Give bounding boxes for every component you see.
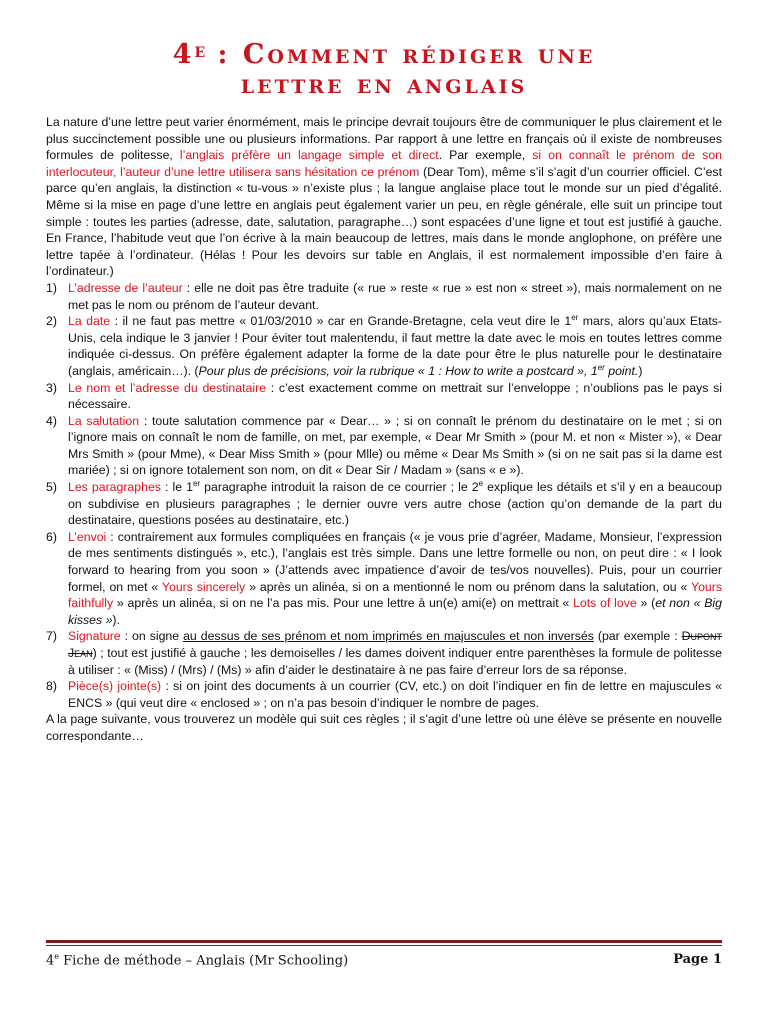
item-text: ) — [638, 363, 643, 378]
item-text: paragraphe introduit la raison de ce courrier ; le 2 — [200, 480, 479, 495]
item-text: mars, alors qu’aux Etats-Unis, cela indique le 3 janvier ! Pour éviter tout malentendu, il faut mettre la date avec le mois en toutes lettres comme indiquée ci-dessus. On préfère également adapter la forme de la date pour être le plus naturelle pour le destinataire (anglais, américain…). ( — [68, 314, 722, 378]
title-line-2: lettre en anglais — [240, 69, 528, 100]
item-italic: Pour plus de précisions, voir la rubrique « 1 : How to write a postcard », 1 — [198, 363, 598, 378]
item-number: 4) — [46, 413, 57, 428]
item-underlined: au dessus de ses prénom et nom imprimés en majuscules et non inversés — [183, 629, 594, 644]
footer-rule — [46, 940, 722, 943]
item-label: La salutation — [68, 413, 140, 428]
item-text: ). — [112, 612, 120, 627]
intro-highlight-1: l’anglais préfère un langage simple et direct — [179, 148, 439, 163]
item-number: 1) — [46, 280, 57, 295]
footer-number: 4 — [46, 953, 55, 969]
item-number: 5) — [46, 480, 57, 495]
list-item — [46, 479, 722, 529]
rules-list — [46, 280, 722, 711]
item-number: 8) — [46, 679, 57, 694]
item-text: : elle ne doit pas être traduite (« rue » reste « rue » est non « street »), mais normalement on ne met pas le nom ou prénom de l’auteur devant. — [68, 280, 722, 312]
title-number: 4 — [172, 39, 195, 70]
item-text: (par exemple : — [593, 629, 682, 644]
list-item — [46, 380, 722, 413]
item-label: Les paragraphes — [68, 480, 161, 495]
item-text: » ( — [636, 596, 656, 611]
item-sup: er — [192, 478, 201, 488]
body-text — [46, 114, 722, 745]
footer-sup: e — [54, 952, 60, 961]
item-label: L’adresse de l’auteur — [68, 280, 183, 295]
item-text: : il ne faut pas mettre « 01/03/2010 » car en Grande-Bretagne, cela veut dire le 1 — [110, 314, 572, 329]
footer-left — [46, 952, 348, 968]
footer-rule-thin — [46, 945, 722, 946]
item-text: : on signe — [120, 629, 184, 644]
item-text: explique les détails et s’il y en a beaucoup on subdivise en plusieurs paragraphes ; le dernier ouvre vers autre chose (action qu’on demande de la part du destinataire, questions posées au destinataire, etc.) — [68, 480, 723, 528]
item-label: L’envoi — [68, 529, 107, 544]
intro-text-1: La nature d’une lettre peut varier énormément, mais le principe devrait toujours être de communiquer le plus clairement et le plus succinctement possible une ou plusieurs informations. Par rapport à une lettre en français où il existe de nombreuses formules de politesse, — [46, 115, 722, 163]
item-text: : contrairement aux formules compliquées en français (« je vous prie d’agréer, Madame, Monsieur, l’expression de mes sentiments distingués », etc.), l’anglais est très simple. Dans une lettre formelle ou non, on peut dire : « I look forward to hearing from you soon » (J’attends avec impatience d’avoir de tes/vos nouvelles). Puis, pour un courrier formel, on met « — [68, 529, 722, 594]
item-strikethrough: Dupont Jean — [68, 629, 722, 660]
item-number: 7) — [46, 629, 57, 644]
page-number: Page 1 — [673, 952, 722, 967]
item-number: 6) — [46, 529, 57, 544]
list-item — [46, 678, 722, 711]
item-text: : si on joint des documents à un courrier (CV, etc.) on doit l’indiquer en fin de lettre en majuscules « ENCS » (qui veut dire « enclosed » ; on n’a pas besoin d’indiquer le nombre de pages. — [68, 679, 722, 710]
list-item — [46, 413, 722, 479]
list-item — [46, 628, 722, 678]
list-item — [46, 313, 722, 379]
item-text: » après un alinéa, si on a mentionné le nom ou prénom dans la salutation, ou « — [245, 579, 691, 594]
intro-paragraph — [46, 114, 722, 280]
item-text: : toute salutation commence par « Dear… » ; si on connaît le prénom du destinataire on le met ; si on l’ignore mais on connaît le nom de famille, on met, par exemple, « Dear Mr Smith » (pour M. et non « Mister »), « Dear Mrs Smith » (pour Mme), « Dear Miss Smith » (pour Mlle) ou même « Dear Ms Smith » (si on ne sait pas si la dame est mariée) ; si on ignore totalement son nom, on dit « Dear Sir / Madam » (sans « e »). — [68, 413, 722, 478]
item-text: : c’est exactement comme on mettrait sur l’enveloppe ; n’oublions pas le pays si nécessaire. — [68, 380, 723, 412]
footer-title: Fiche de méthode – Anglais (Mr Schooling) — [59, 953, 349, 969]
item-number: 2) — [46, 314, 57, 329]
outro-paragraph: A la page suivante, vous trouverez un modèle qui suit ces règles ; il s’agit d’une lettre où une élève se présente en nouvelle correspondante… — [46, 712, 722, 743]
item-number: 3) — [46, 380, 57, 395]
item-sup: er — [597, 362, 605, 372]
item-label: La date — [68, 314, 111, 329]
intro-text-3: (Dear Tom), même s’il s’agit d’un courrier officiel. C’est parce qu’en anglais, la distinction « tu-vous » n’existe plus ; la langue anglaise place tout le monde sur un pied d’égalité. Même si la mise en page d’une lettre en anglais peut également varier un peu, en règle générale, elle suit un principe tout simple : toutes les parties (adresse, date, salutation, paragraphe…) sont espacées d’une ligne et tout est justifié à gauche. En France, l’habitude veut que l’on écrive à la main beaucoup de lettres, mais dans le monde anglophone, on préfère une lettre tapée à l’ordinateur. (Hélas ! Pour les devoirs sur table en Anglais, il est normalement impossible d’en faire à l’ordinateur.) — [46, 164, 722, 279]
intro-text-2: . Par exemple, — [438, 148, 533, 163]
item-highlight: Yours sincerely — [161, 579, 246, 594]
document-page — [46, 40, 722, 745]
item-highlight: Yours faithfully — [68, 579, 722, 611]
item-label: Signature — [68, 629, 121, 644]
item-text: : le 1 — [160, 480, 193, 495]
item-label: Pièce(s) jointe(s) — [68, 679, 162, 694]
item-sup: e — [478, 478, 484, 488]
item-sup: er — [571, 313, 579, 323]
page-title — [46, 40, 722, 100]
list-item — [46, 529, 722, 629]
item-highlight: Lots of love — [573, 596, 637, 611]
footer-row — [46, 952, 722, 968]
item-text: ) ; tout est justifié à gauche ; les demoiselles / les dames doivent indiquer entre parenthèses la formule de politesse à utiliser : « (Miss) / (Mrs) / (Ms) » afin d’aider le destinataire à ne pas faire d’erreur lors de sa réponse. — [68, 646, 722, 677]
item-label: Le nom et l’adresse du destinataire — [68, 380, 267, 395]
title-line-1: : Comment rédiger une — [205, 39, 596, 70]
item-italic: point. — [604, 363, 639, 378]
item-italic: et non « Big kisses » — [68, 596, 722, 627]
page-footer — [46, 940, 722, 968]
title-sup: E — [194, 45, 206, 61]
intro-highlight-2: si on connaît le prénom de son interlocuteur, l’auteur d’une lettre utilisera sans hésitation ce prénom — [46, 148, 722, 179]
item-text: » après un alinéa, si on ne l’a pas mis. Pour une lettre à un(e) ami(e) on mettrait « — [113, 596, 574, 611]
list-item — [46, 280, 722, 313]
